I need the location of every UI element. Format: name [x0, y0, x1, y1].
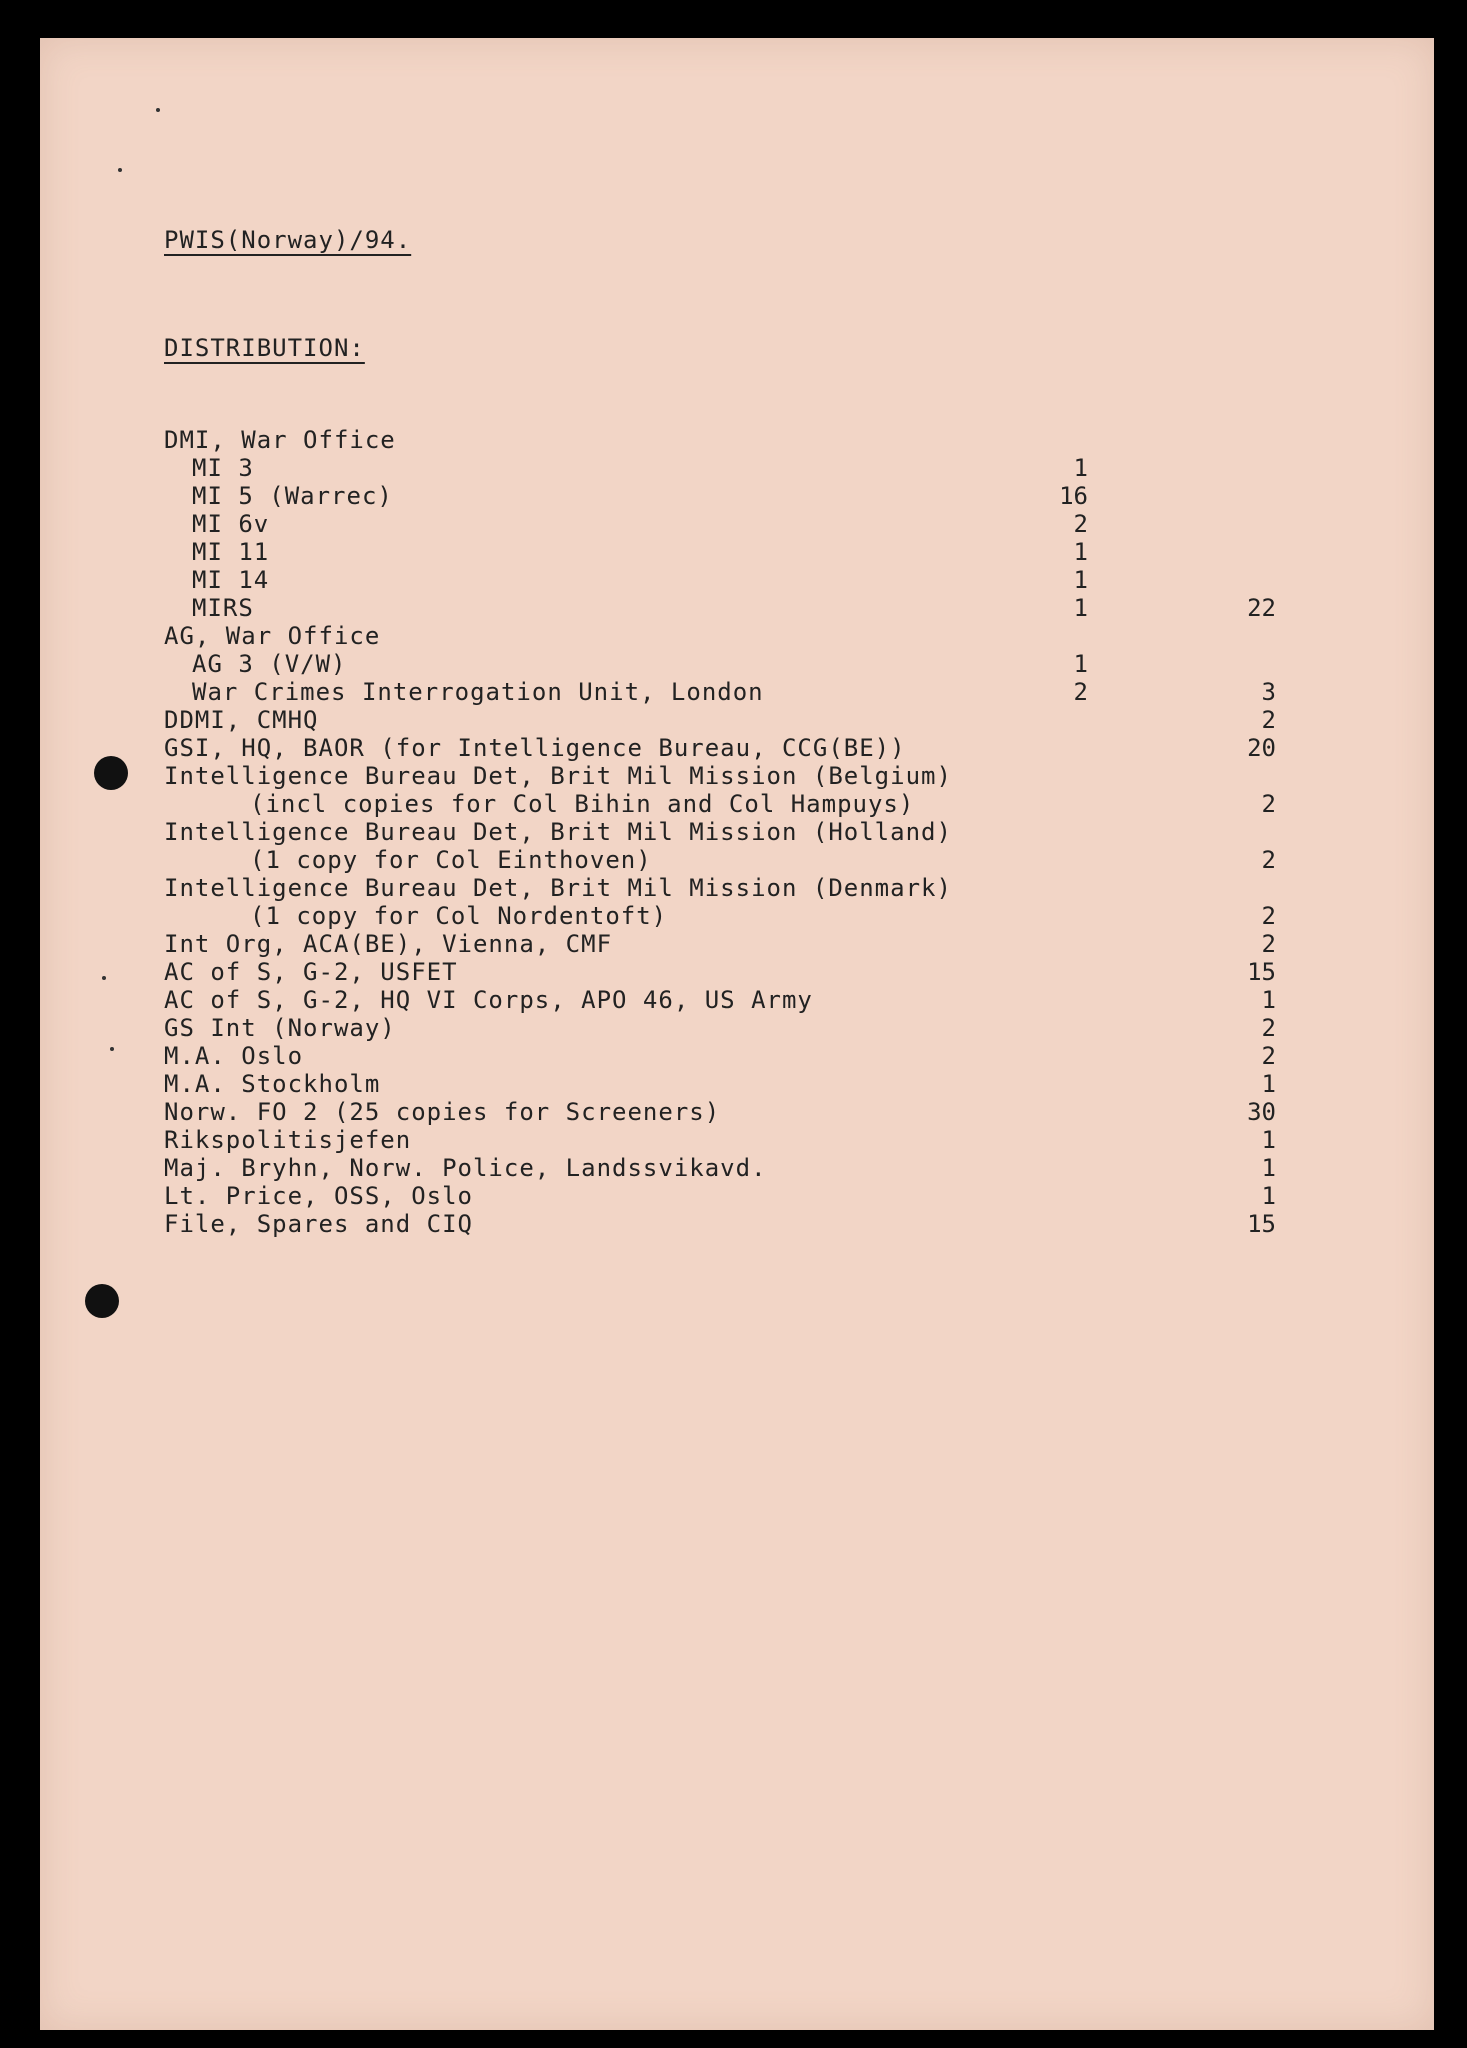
copies-total: 1 — [1261, 1182, 1276, 1210]
distribution-label: (1 copy for Col Nordentoft) — [250, 902, 668, 930]
copies-subcount: 1 — [1073, 566, 1088, 594]
copies-total: 2 — [1261, 902, 1276, 930]
distribution-label: AG 3 (V/W) — [192, 650, 347, 678]
copies-subcount: 2 — [1073, 510, 1088, 538]
distribution-label: MI 5 (Warrec) — [192, 482, 393, 510]
copies-total: 2 — [1261, 1014, 1276, 1042]
copies-subcount: 1 — [1073, 454, 1088, 482]
copies-total: 22 — [1247, 594, 1276, 622]
copies-total: 2 — [1261, 846, 1276, 874]
distribution-label: Rikspolitisjefen — [164, 1126, 412, 1154]
distribution-label: Intelligence Bureau Det, Brit Mil Mission (Belgium) — [164, 762, 952, 790]
distribution-heading: DISTRIBUTION: — [164, 334, 365, 362]
copies-total: 2 — [1261, 706, 1276, 734]
distribution-label: Intelligence Bureau Det, Brit Mil Mission (Holland) — [164, 818, 952, 846]
copies-total: 3 — [1261, 678, 1276, 706]
copies-total: 2 — [1261, 930, 1276, 958]
distribution-label: Maj. Bryhn, Norw. Police, Landssvikavd. — [164, 1154, 767, 1182]
distribution-label: AC of S, G-2, USFET — [164, 958, 458, 986]
copies-total: 1 — [1261, 1070, 1276, 1098]
distribution-label: GS Int (Norway) — [164, 1014, 396, 1042]
speck — [118, 168, 122, 172]
punch-hole — [94, 756, 128, 790]
punch-hole — [85, 1284, 119, 1318]
copies-total: 2 — [1261, 790, 1276, 818]
speck — [102, 976, 106, 980]
copies-total: 1 — [1261, 1126, 1276, 1154]
distribution-label: War Crimes Interrogation Unit, London — [192, 678, 764, 706]
copies-total: 15 — [1247, 958, 1276, 986]
distribution-label: File, Spares and CIQ — [164, 1210, 473, 1238]
distribution-label: (1 copy for Col Einthoven) — [250, 846, 652, 874]
copies-total: 20 — [1247, 734, 1276, 762]
distribution-label: Lt. Price, OSS, Oslo — [164, 1182, 473, 1210]
distribution-label: MI 6v — [192, 510, 270, 538]
document-page — [40, 38, 1434, 2030]
copies-total: 30 — [1247, 1098, 1276, 1126]
copies-total: 15 — [1247, 1210, 1276, 1238]
speck — [156, 108, 160, 112]
distribution-label: Norw. FO 2 (25 copies for Screeners) — [164, 1098, 721, 1126]
distribution-label: MI 11 — [192, 538, 270, 566]
speck — [110, 1047, 114, 1051]
copies-subcount: 1 — [1073, 538, 1088, 566]
distribution-label: DMI, War Office — [164, 426, 396, 454]
copies-total: 2 — [1261, 1042, 1276, 1070]
distribution-label: MI 14 — [192, 566, 270, 594]
distribution-label: MIRS — [192, 594, 254, 622]
distribution-label: AG, War Office — [164, 622, 381, 650]
distribution-label: M.A. Stockholm — [164, 1070, 381, 1098]
distribution-label: M.A. Oslo — [164, 1042, 304, 1070]
copies-subcount: 2 — [1073, 678, 1088, 706]
distribution-label: (incl copies for Col Bihin and Col Hampuys) — [250, 790, 915, 818]
copies-subcount: 16 — [1059, 482, 1088, 510]
distribution-label: Int Org, ACA(BE), Vienna, CMF — [164, 930, 613, 958]
document-reference: PWIS(Norway)/94. — [164, 226, 412, 254]
distribution-label: MI 3 — [192, 454, 254, 482]
copies-subcount: 1 — [1073, 594, 1088, 622]
copies-total: 1 — [1261, 1154, 1276, 1182]
distribution-label: DDMI, CMHQ — [164, 706, 319, 734]
distribution-label: AC of S, G-2, HQ VI Corps, APO 46, US Army — [164, 986, 813, 1014]
copies-total: 1 — [1261, 986, 1276, 1014]
copies-subcount: 1 — [1073, 650, 1088, 678]
distribution-label: Intelligence Bureau Det, Brit Mil Mission (Denmark) — [164, 874, 952, 902]
distribution-label: GSI, HQ, BAOR (for Intelligence Bureau, CCG(BE)) — [164, 734, 906, 762]
